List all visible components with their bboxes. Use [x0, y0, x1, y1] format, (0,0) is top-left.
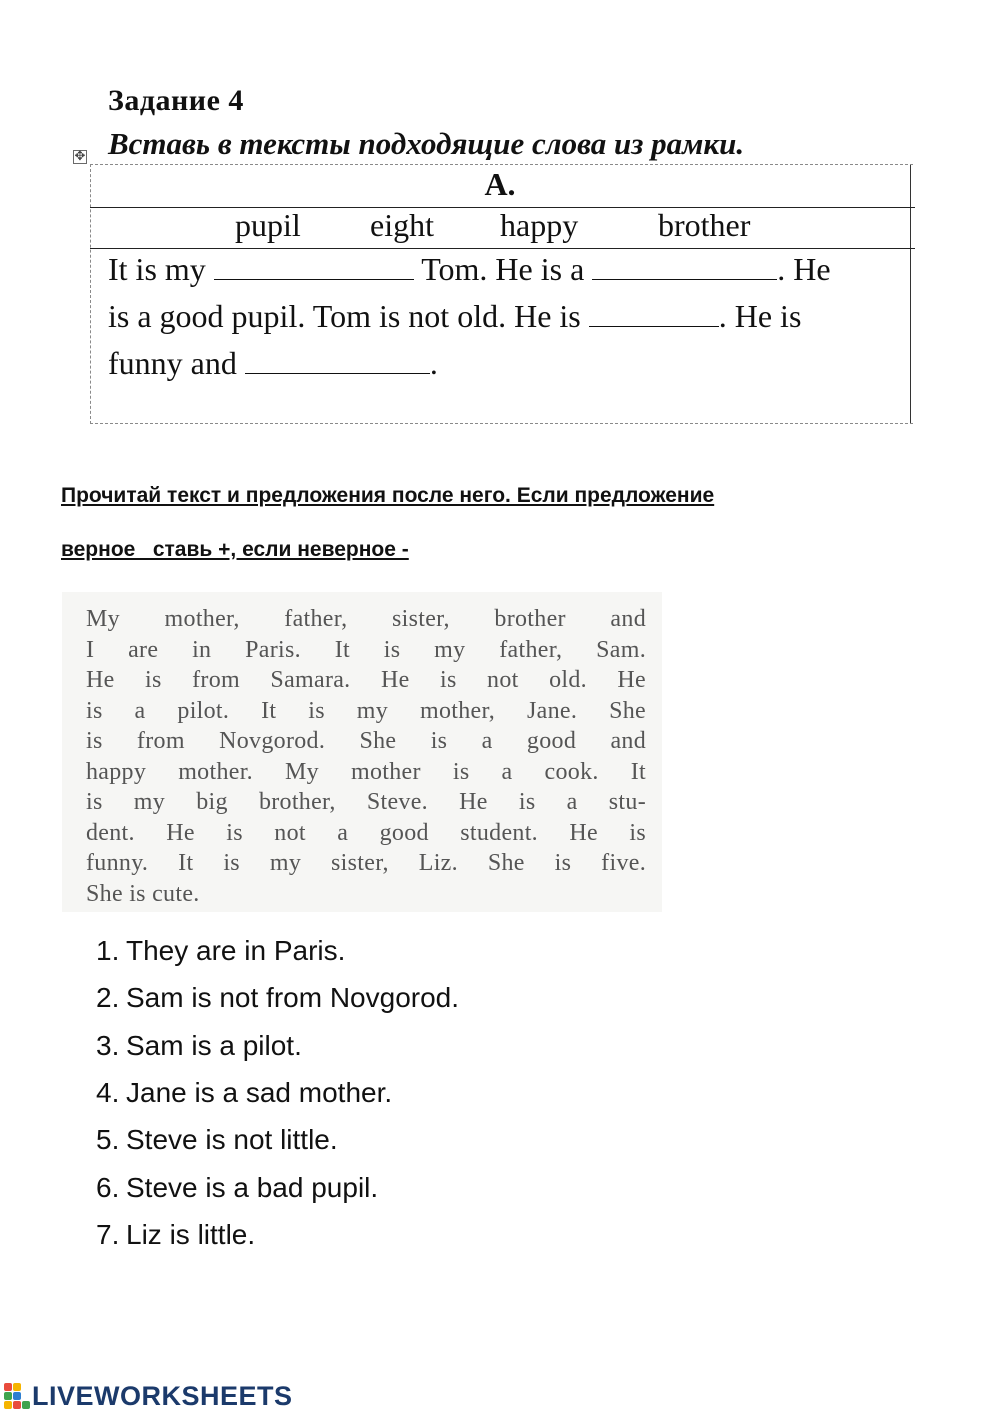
statement-item	[96, 1077, 392, 1109]
passage-line: He is from Samara. He is not old. He	[86, 667, 646, 693]
reading-passage	[62, 592, 662, 912]
statement-text: Steve is a bad pupil.	[126, 1172, 379, 1203]
statement-number: 1.	[96, 935, 120, 966]
gap-text: . He	[777, 251, 831, 287]
table-right-border	[910, 165, 911, 423]
gap-text: .	[429, 345, 438, 381]
logo-square	[22, 1401, 30, 1409]
word-table	[90, 164, 913, 424]
task-title: Задание 4	[108, 84, 244, 117]
table-move-icon[interactable]: ✥	[74, 149, 86, 164]
logo-square	[13, 1401, 21, 1409]
answer-blank[interactable]	[589, 300, 719, 327]
gap-text-line	[108, 251, 831, 288]
statement-item	[96, 935, 345, 967]
statement-text: Liz is little.	[126, 1219, 256, 1250]
passage-line: is my big brother, Steve. He is a stu-	[86, 789, 646, 815]
logo-mark-icon	[4, 1383, 30, 1409]
passage-line: is a pilot. It is my mother, Jane. She	[86, 698, 646, 724]
logo-text: LIVEWORKSHEETS	[32, 1380, 293, 1411]
passage-line: I are in Paris. It is my father, Sam.	[86, 637, 646, 663]
logo-square	[4, 1392, 12, 1400]
statement-text: Sam is a pilot.	[126, 1030, 302, 1061]
table-row-divider-bottom	[90, 248, 915, 249]
logo-square	[13, 1383, 21, 1391]
passage-line: dent. He is not a good student. He is	[86, 820, 646, 846]
gap-text: is a good pupil. Tom is not old. He is	[108, 298, 581, 334]
passage-line: happy mother. My mother is a cook. It	[86, 759, 646, 785]
statement-text: Jane is a sad mother.	[126, 1077, 393, 1108]
statement-number: 3.	[96, 1030, 120, 1061]
passage-line: My mother, father, sister, brother and	[86, 606, 646, 632]
statement-item	[96, 1124, 338, 1156]
statement-number: 7.	[96, 1219, 120, 1250]
answer-blank[interactable]	[214, 253, 414, 280]
logo-square	[4, 1401, 12, 1409]
task-instruction: Вставь в тексты подходящие слова из рамки.	[108, 126, 745, 161]
gap-text: It is my	[108, 251, 206, 287]
passage-line: She is cute.	[86, 881, 200, 907]
gap-text-line	[108, 345, 438, 382]
gap-text: . He is	[718, 298, 802, 334]
statement-number: 4.	[96, 1077, 120, 1108]
answer-blank[interactable]	[592, 253, 777, 280]
table-heading: A.	[484, 166, 516, 202]
statement-number: 6.	[96, 1172, 120, 1203]
statement-item	[96, 1219, 255, 1251]
statement-item	[96, 982, 459, 1014]
word-bank-item: pupil	[235, 207, 301, 243]
word-bank-item: brother	[658, 207, 751, 243]
gap-text: funny and	[108, 345, 237, 381]
passage-line: funny. It is my sister, Liz. She is five.	[86, 850, 646, 876]
statement-text: They are in Paris.	[126, 935, 346, 966]
gap-text-line	[108, 298, 801, 335]
statement-number: 2.	[96, 982, 120, 1013]
statement-item	[96, 1172, 378, 1204]
logo-square	[4, 1383, 12, 1391]
logo-square	[13, 1392, 21, 1400]
reading-heading: верное ставь +, если неверное -	[61, 538, 409, 561]
word-bank-item: happy	[500, 207, 579, 243]
statement-text: Steve is not little.	[126, 1124, 338, 1155]
passage-line: is from Novgorod. She is a good and	[86, 728, 646, 754]
statement-text: Sam is not from Novgorod.	[126, 982, 460, 1013]
reading-heading: Прочитай текст и предложения после него. Если предложение	[61, 484, 715, 507]
statement-item	[96, 1030, 302, 1062]
answer-blank[interactable]	[245, 347, 430, 374]
word-bank-item: eight	[370, 207, 434, 243]
gap-text: Tom. He is a	[421, 251, 585, 287]
liveworksheets-logo[interactable]	[4, 1381, 293, 1411]
statement-number: 5.	[96, 1124, 120, 1155]
